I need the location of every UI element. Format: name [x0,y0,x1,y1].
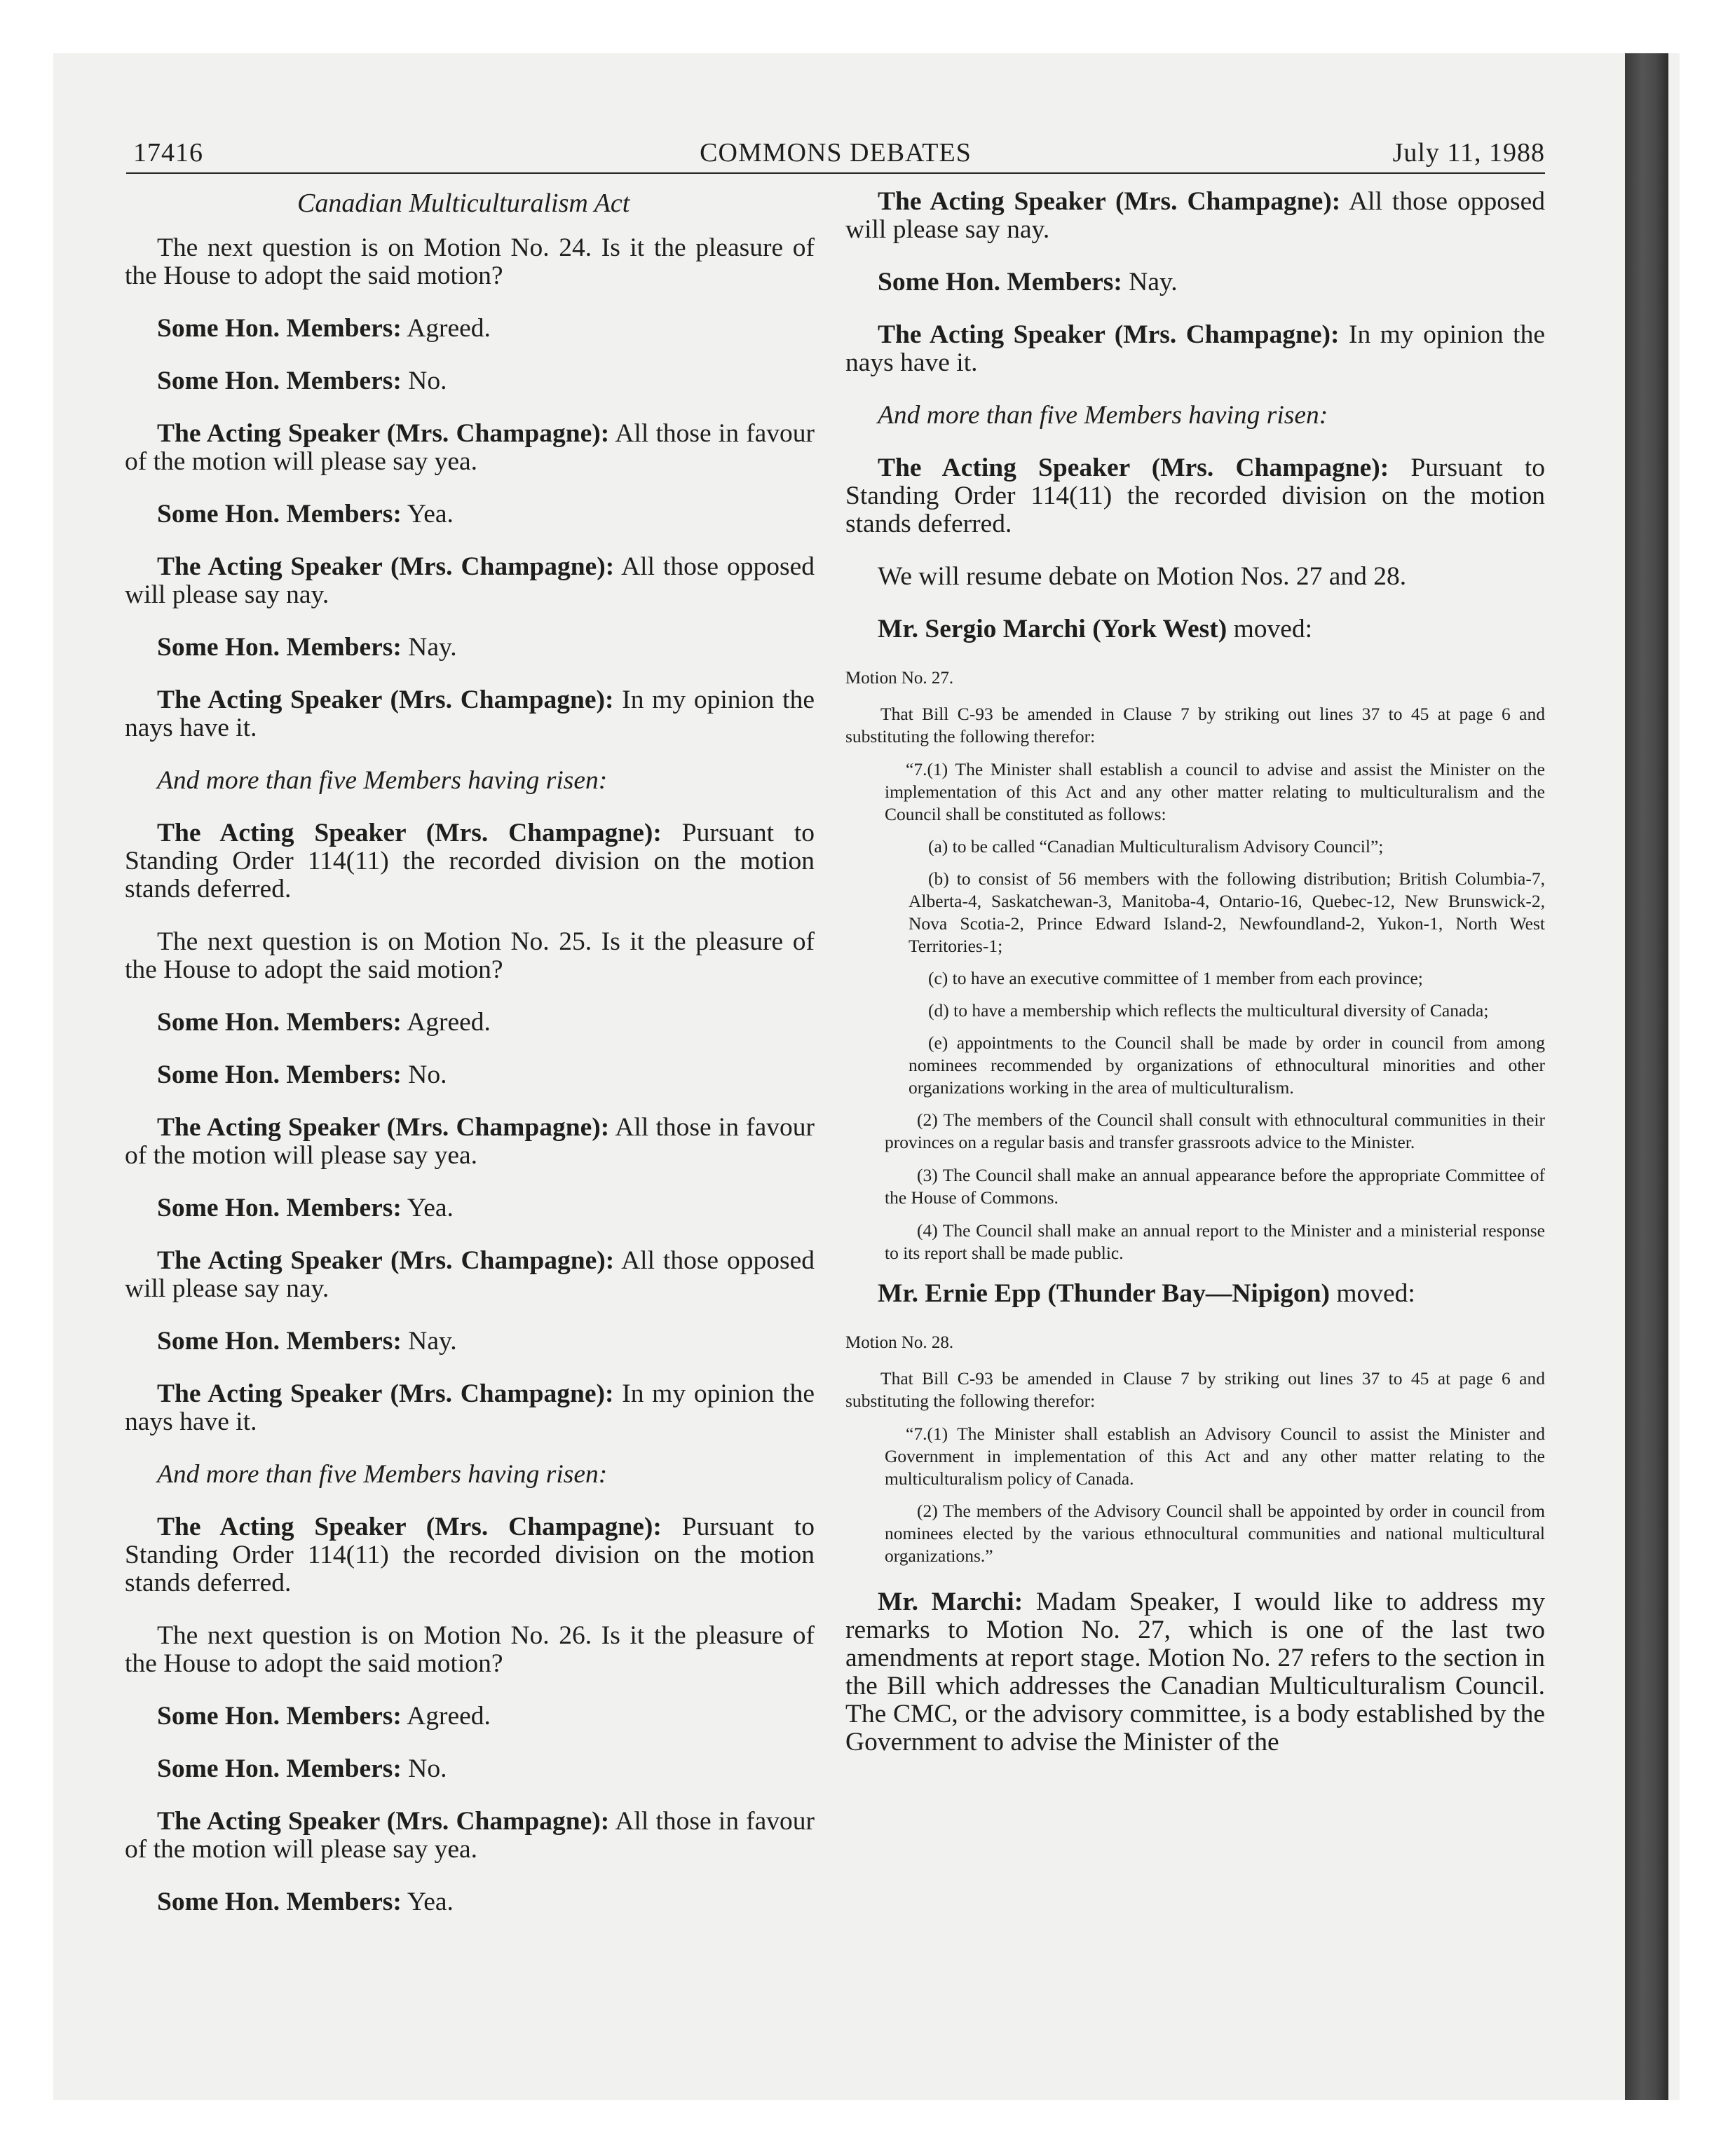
speech-text: Agreed. [401,314,491,343]
speech-text: Nay. [401,1327,457,1356]
speaker-name: The Acting Speaker (Mrs. Champagne): [157,552,615,581]
publication-title: COMMONS DEBATES [700,138,972,168]
speech-text: All those in favour of the motion will please say yea. [125,1807,815,1864]
speech-paragraph [125,1247,815,1303]
page-number: 17416 [133,138,203,168]
speaker-name: Some Hon. Members: [157,1754,402,1783]
motion-28-mover: Mr. Ernie Epp (Thunder Bay—Nipigon) moved: [878,1279,1415,1308]
speech-paragraph [125,1808,815,1864]
right-column [845,188,1545,1781]
speech-paragraph [125,1380,815,1436]
section-heading: Canadian Multiculturalism Act [297,189,630,218]
speaker-name: Some Hon. Members: [157,1702,402,1731]
speech-paragraph [125,553,815,609]
speech-text: Pursuant to Standing Order 114(11) the recorded division on the motion stands deferred. [845,453,1545,538]
speech-text: No. [401,1060,447,1089]
stage-direction: And more than five Members having risen: [157,1460,608,1489]
speech-paragraph [125,1328,815,1356]
speech-paragraph [125,819,815,903]
speech-paragraph [125,1114,815,1170]
speaker-name: Some Hon. Members: [157,500,402,528]
speaker-name: The Acting Speaker (Mrs. Champagne): [878,187,1341,216]
speech-paragraph [125,1755,815,1783]
motion-28-label: Motion No. 28. [845,1333,954,1352]
speech-text: All those opposed will please say nay. [125,552,815,609]
speaker-name: The Acting Speaker (Mrs. Champagne): [157,1513,662,1541]
speech-paragraph [125,315,815,343]
speaker-name: The Acting Speaker (Mrs. Champagne): [878,320,1340,349]
clause-item: (c) to have an executive committee of 1 member from each province; [928,968,1423,988]
motion-28-quote-1: “7.(1) The Minister shall establish an Advisory Council to assist the Minister and Government in implementation of this Act and any other matter relating to the multiculturalism policy of Canada. [885,1424,1545,1489]
speaker-name: Some Hon. Members: [157,633,402,662]
narrative-paragraph: We will resume debate on Motion Nos. 27 and 28. [878,562,1407,591]
clause-item: (b) to consist of 56 members with the following distribution; British Columbia-7, Alberta-4, Saskatchewan-3, Manitoba-4, Ontario-16, Quebec-12, New Brunswick-2, Nova Scotia-2, Prince Edward Island-2, Newfoundland-2, Yukon-1, North West Territories-1; [909,868,1545,956]
speech-text: All those opposed will please say nay. [125,1246,815,1303]
clause-item: (e) appointments to the Council shall be made by order in council from among nominees recommended by organizations of ethnocultural minorities and other organizations working in the area of multiculturalism. [909,1032,1545,1098]
speech-paragraph [845,321,1545,377]
speech-paragraph [125,1194,815,1222]
scan-edge-shadow [1625,53,1668,2100]
speaker-name: The Acting Speaker (Mrs. Champagne): [157,1113,610,1142]
speaker-name: Some Hon. Members: [157,314,402,343]
motion-27-intro: That Bill C-93 be amended in Clause 7 by striking out lines 37 to 45 at page 6 and substituting the following therefor: [845,704,1545,746]
left-column [125,188,815,1941]
clause-subsection: (3) The Council shall make an annual appearance before the appropriate Committee of the House of Commons. [885,1165,1545,1208]
speech-paragraph [125,1009,815,1037]
speech-text: Nay. [1122,268,1178,296]
speech-paragraph [125,1061,815,1089]
speech-paragraph [125,1703,815,1731]
speech-paragraph [845,268,1545,296]
motion-27-items [845,835,1545,1099]
right-paragraphs [845,188,1545,591]
speech-paragraph [125,367,815,395]
header-rule [126,172,1545,174]
closing-speech: Mr. Marchi: Madam Speaker, I would like to address my remarks to Motion No. 27, which is one of the last two amendments at report stage. Motion No. 27 refers to the section in the Bill which addresses the Canadian Multiculturalism Council. The CMC, or the advisory committee, is a body established by the Government to advise the Minister of the [845,1588,1545,1756]
speech-paragraph [125,686,815,742]
speaker-name: The Acting Speaker (Mrs. Champagne): [157,1379,614,1408]
speech-text: Nay. [401,633,457,662]
speech-text: All those in favour of the motion will please say yea. [125,419,815,476]
speech-text: No. [401,1754,447,1783]
speech-text: All those in favour of the motion will please say yea. [125,1113,815,1170]
speech-text: All those opposed will please say nay. [845,187,1545,244]
motion-27-quote: “7.(1) The Minister shall establish a council to advise and assist the Minister on the implementation of this Act and any other matter relating to multiculturalism and the Council shall be constituted as follows: [885,759,1545,824]
clause-item: (a) to be called “Canadian Multiculturalism Advisory Council”; [928,836,1384,857]
speaker-name: Mr. Marchi: [878,1588,1023,1616]
speech-text: Pursuant to Standing Order 114(11) the recorded division on the motion stands deferred. [125,819,815,903]
stage-direction: And more than five Members having risen: [878,401,1328,430]
clause-subsection: (4) The Council shall make an annual report to the Minister and a ministerial response to its report shall be made public. [885,1220,1545,1263]
left-paragraphs [125,234,815,1916]
speech-text: Agreed. [401,1008,491,1037]
speaker-name: Some Hon. Members: [157,367,402,395]
speech-text: Yea. [401,1888,454,1916]
page-header [126,137,1545,171]
speech-paragraph [845,454,1545,538]
motion-27-label: Motion No. 27. [845,669,954,688]
speaker-name: Some Hon. Members: [157,1327,402,1356]
speaker-name: The Acting Speaker (Mrs. Champagne): [157,1807,610,1836]
motion-28-intro: That Bill C-93 be amended in Clause 7 by striking out lines 37 to 45 at page 6 and substituting the following therefor: [845,1368,1545,1411]
speaker-name: The Acting Speaker (Mrs. Champagne): [157,1246,615,1275]
speaker-name: The Acting Speaker (Mrs. Champagne): [157,685,614,714]
speech-paragraph [125,420,815,476]
speech-paragraph [125,1513,815,1597]
speech-paragraph [845,188,1545,244]
speaker-name: Some Hon. Members: [157,1060,402,1089]
motion-27-mover: Mr. Sergio Marchi (York West) moved: [878,615,1313,643]
speech-paragraph [125,500,815,528]
motion-27-subsections [845,1109,1545,1264]
speech-text: In my opinion the nays have it. [845,320,1545,377]
clause-subsection: (2) The members of the Council shall consult with ethnocultural communities in their provinces on a regular basis and transfer grassroots advice to the Minister. [885,1110,1545,1152]
speaker-name: Some Hon. Members: [157,1008,402,1037]
narrative-paragraph: The next question is on Motion No. 25. Is it the pleasure of the House to adopt the said motion? [125,927,815,984]
speaker-name: The Acting Speaker (Mrs. Champagne): [157,419,610,448]
speech-text: Yea. [401,1194,454,1222]
speaker-name: Some Hon. Members: [157,1888,402,1916]
stage-direction: And more than five Members having risen: [157,766,608,795]
speaker-name: The Acting Speaker (Mrs. Champagne): [157,819,662,847]
speech-text: In my opinion the nays have it. [125,1379,815,1436]
mover-name: Mr. Ernie Epp (Thunder Bay—Nipigon) [878,1279,1330,1308]
speech-text: Agreed. [401,1702,491,1731]
speech-text: Yea. [401,500,454,528]
speech-text: No. [401,367,447,395]
speaker-name: The Acting Speaker (Mrs. Champagne): [878,453,1389,482]
clause-item: (d) to have a membership which reflects the multicultural diversity of Canada; [928,1000,1489,1021]
motion-28-quote-2: (2) The members of the Advisory Council shall be appointed by order in council from nominees elected by the various ethnocultural communities and national multicultural organizations.” [885,1501,1545,1566]
speaker-name: Some Hon. Members: [157,1194,402,1222]
speech-text: Pursuant to Standing Order 114(11) the recorded division on the motion stands deferred. [125,1513,815,1597]
mover-name: Mr. Sergio Marchi (York West) [878,615,1227,643]
speech-paragraph [125,634,815,662]
speaker-name: Some Hon. Members: [878,268,1122,296]
speech-text: In my opinion the nays have it. [125,685,815,742]
narrative-paragraph: The next question is on Motion No. 26. Is it the pleasure of the House to adopt the said motion? [125,1621,815,1678]
speech-paragraph [125,1888,815,1916]
issue-date: July 11, 1988 [1392,138,1545,168]
narrative-paragraph: The next question is on Motion No. 24. Is it the pleasure of the House to adopt the said motion? [125,233,815,290]
